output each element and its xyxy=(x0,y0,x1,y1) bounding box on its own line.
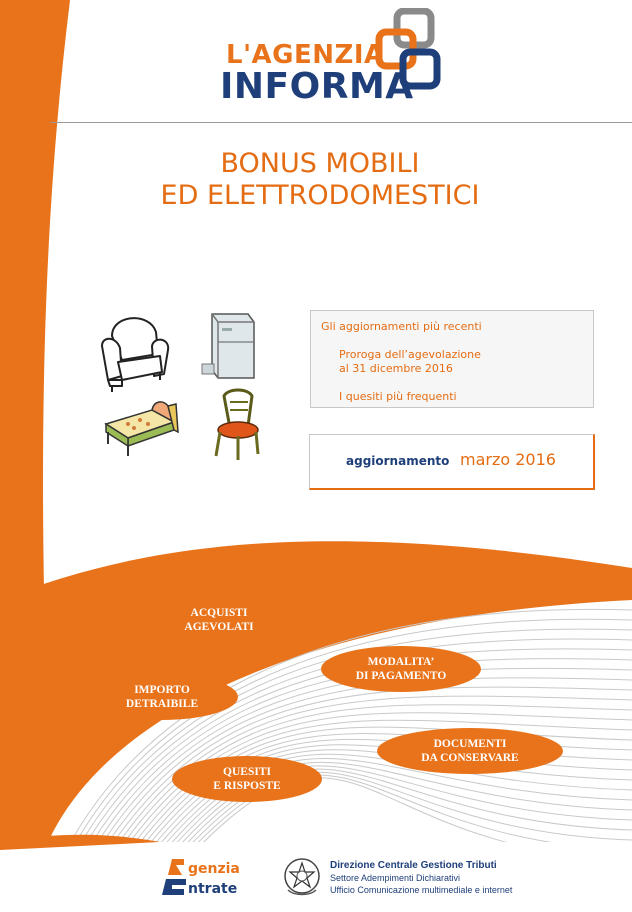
update-link-label: I quesiti più frequenti xyxy=(339,390,457,403)
agency-line-2: ntrate xyxy=(188,881,238,897)
footer-dept: Direzione Centrale Gestione Tributi xyxy=(330,860,497,871)
update-link-proroga[interactable] xyxy=(339,348,481,376)
topic-documenti-conservare[interactable] xyxy=(377,728,563,774)
agenzia-entrate-logo xyxy=(158,855,288,899)
update-link-quesiti[interactable] xyxy=(339,390,457,404)
topic-line-1: DOCUMENTI xyxy=(433,738,507,750)
logo-a-mark xyxy=(168,859,184,875)
topic-line-2: DI PAGAMENTO xyxy=(355,670,447,682)
topic-quesiti-risposte[interactable] xyxy=(172,756,322,802)
page-title xyxy=(120,148,520,212)
topic-line-2: AGEVOLATI xyxy=(184,621,254,633)
topic-line-1: IMPORTO xyxy=(134,684,190,696)
left-orange-swoosh xyxy=(0,0,70,620)
topic-acquisti-agevolati[interactable] xyxy=(143,597,295,643)
update-link-line-2: al 31 dicembre 2016 xyxy=(339,362,453,375)
update-date: marzo 2016 xyxy=(460,450,556,469)
bed-icon xyxy=(106,402,178,456)
topic-modalita-pagamento[interactable] xyxy=(321,646,481,692)
update-label: aggiornamento xyxy=(346,454,450,468)
agency-line-1: genzia xyxy=(188,861,240,877)
update-link-line-1: Proroga dell’agevolazione xyxy=(339,348,481,361)
update-date-box xyxy=(309,434,595,490)
topic-line-2: DETRAIBILE xyxy=(125,698,199,710)
footer-office: Ufficio Comunicazione multimediale e internet xyxy=(330,885,513,895)
logo-line-2: INFORMA xyxy=(220,66,414,107)
title-line-1: BONUS MOBILI xyxy=(220,148,420,179)
footer-sector: Settore Adempimenti Dichiarativi xyxy=(330,873,461,883)
topic-importo-detraibile[interactable] xyxy=(86,674,238,720)
latest-updates-box xyxy=(310,310,594,408)
topic-line-1: MODALITA’ xyxy=(367,656,435,668)
furniture-illustrations xyxy=(98,306,276,464)
logo-line-1: L'AGENZIA xyxy=(226,40,385,70)
latest-updates-heading: Gli aggiornamenti più recenti xyxy=(321,320,482,333)
linked-squares-icon xyxy=(375,8,447,90)
logo-e-mark xyxy=(162,879,186,895)
armchair-icon xyxy=(102,318,168,392)
header-divider xyxy=(50,122,632,123)
footer-department-text xyxy=(330,860,512,896)
chair-icon xyxy=(216,390,258,460)
topic-line-1: ACQUISTI xyxy=(190,607,248,619)
agenzia-informa-logo xyxy=(220,8,450,107)
topic-line-1: QUESITI xyxy=(223,766,271,778)
title-line-2: ED ELETTRODOMESTICI xyxy=(160,180,480,211)
refrigerator-icon xyxy=(202,314,254,378)
topic-line-2: DA CONSERVARE xyxy=(421,752,519,764)
emblem-icon xyxy=(282,854,322,898)
topic-line-2: E RISPOSTE xyxy=(213,780,281,792)
